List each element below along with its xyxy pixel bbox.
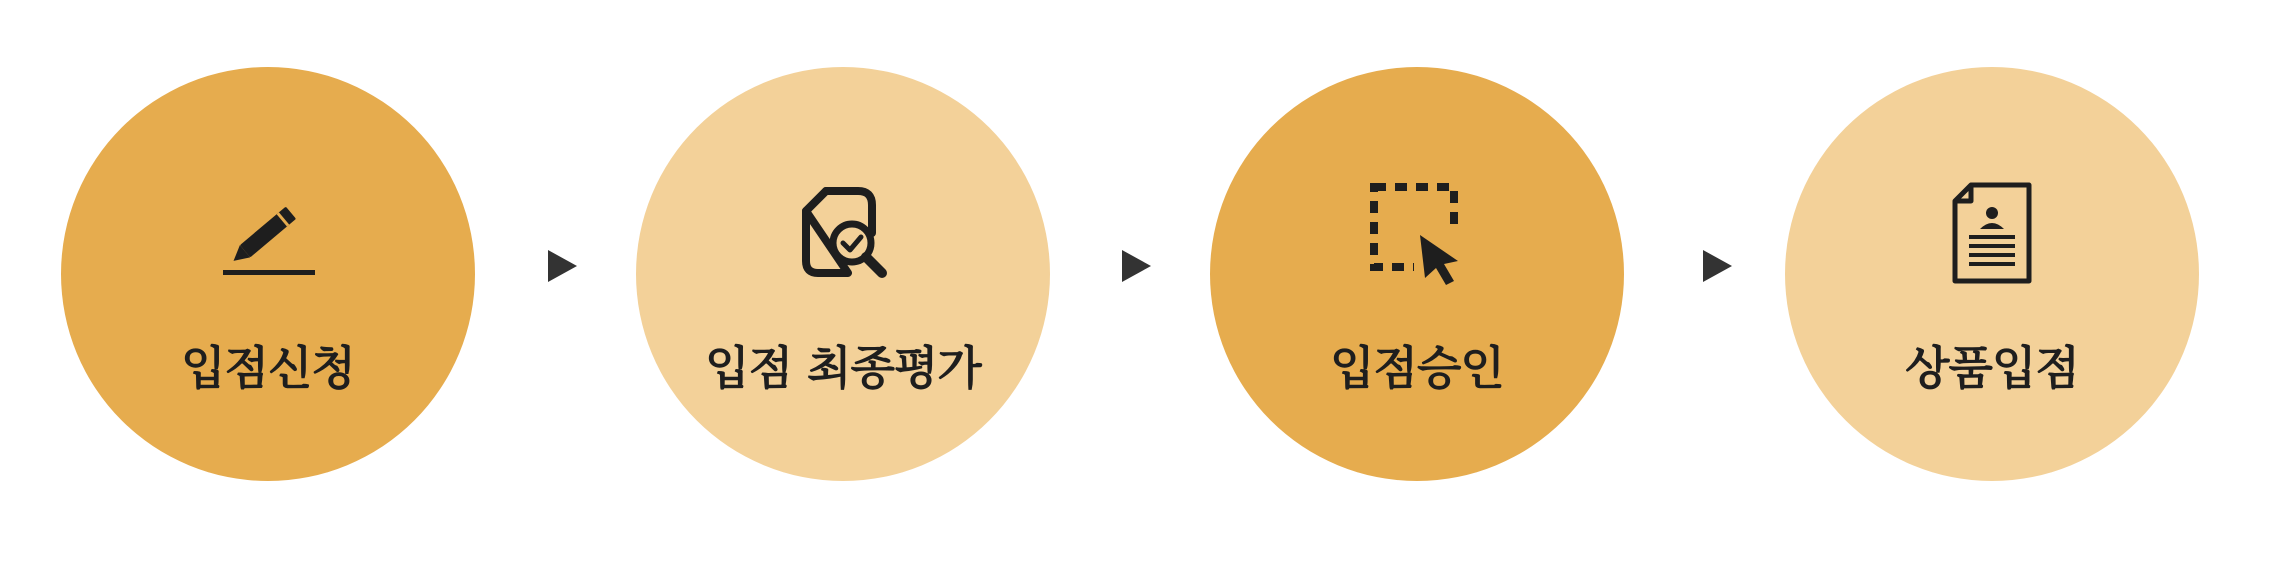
step-label: 입점 최종평가	[705, 341, 981, 395]
pencil-icon	[213, 177, 323, 287]
triangle-right-icon	[1122, 250, 1151, 282]
product-document-icon	[1937, 177, 2047, 287]
step-apply	[61, 67, 475, 481]
step-label: 상품입점	[1905, 341, 2079, 395]
document-search-check-icon	[788, 177, 898, 287]
step-final-evaluation	[636, 67, 1050, 481]
step-label: 입점승인	[1330, 341, 1504, 395]
step-approval	[1210, 67, 1624, 481]
step-label: 입점신청	[181, 341, 355, 395]
selection-cursor-icon	[1362, 177, 1472, 287]
triangle-right-icon	[548, 250, 577, 282]
triangle-right-icon	[1703, 250, 1732, 282]
step-product-entry	[1785, 67, 2199, 481]
